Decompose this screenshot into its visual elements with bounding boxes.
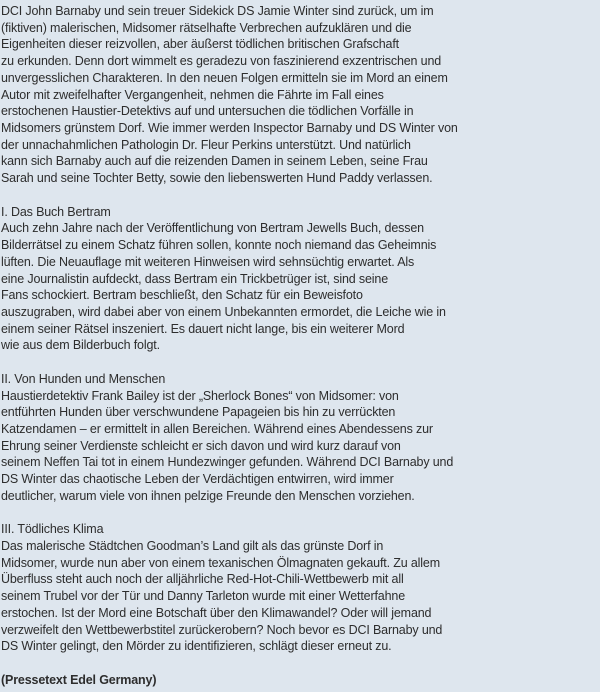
text-line: zu erkunden. Denn dort wimmelt es geradezu von faszinierend exzentrischen und (1, 54, 442, 69)
text-line: auszugraben, wird dabei aber von einem Unbekannten ermordet, die Leiche wie in (1, 304, 446, 319)
text-line: Auch zehn Jahre nach der Veröffentlichung von Bertram Jewells Buch, dessen (1, 221, 424, 236)
intro-paragraph (1, 3, 600, 187)
text-line: DS Winter gelingt, den Mörder zu identifizieren, schlägt dieser erneut zu. (1, 639, 392, 654)
section-2-von-hunden-und-menschen (1, 371, 600, 505)
text-line: Midsomer, wurde nun aber von einem texanischen Ölmagnaten gekauft. Zu allem (1, 555, 440, 570)
text-line: Bilderrätsel zu einem Schatz führen sollen, konnte noch niemand das Geheimnis (1, 238, 437, 253)
text-line: kann sich Barnaby auch auf die reizenden Damen in seinem Leben, seine Frau (1, 154, 428, 169)
text-line: eine Journalistin aufdeckt, dass Bertram ein Trickbetrüger ist, sind seine (1, 271, 389, 286)
section-heading: II. Von Hunden und Menschen (1, 371, 166, 386)
text-line: einem seiner Rätsel inszeniert. Es dauert nicht lange, bis ein weiterer Mord (1, 321, 405, 336)
text-line: Midsomers grünstem Dorf. Wie immer werden Inspector Barnaby und DS Winter von (1, 121, 458, 136)
section-heading: I. Das Buch Bertram (1, 204, 111, 219)
text-line: Autor mit zweifelhafter Vergangenheit, nehmen die Fährte im Fall eines (1, 87, 384, 102)
paragraph-gap (1, 505, 600, 522)
text-line: seinem Neffen Tai tot in einem Hundezwinger gefunden. Während DCI Barnaby und (1, 455, 454, 470)
credit-paragraph (1, 672, 600, 689)
text-line: entführten Hunden über verschwundene Papageien bis hin zu verrückten (1, 405, 396, 420)
section-3-toedliches-klima (1, 521, 600, 655)
text-line: Katzendamen – er ermittelt in allen Bereichen. Während eines Abendessens zur (1, 421, 433, 436)
text-line: Haustierdetektiv Frank Bailey ist der „Sherlock Bones“ von Midsomer: von (1, 388, 399, 403)
text-line: Fans schockiert. Bertram beschließt, den Schatz für ein Beweisfoto (1, 288, 363, 303)
text-line: verzweifelt den Wettbewerbstitel zurückerobern? Noch bevor es DCI Barnaby und (1, 622, 443, 637)
text-line: der unnachahmlichen Pathologin Dr. Fleur Perkins unterstützt. Und natürlich (1, 137, 411, 152)
text-line: DCI John Barnaby und sein treuer Sidekick DS Jamie Winter sind zurück, um im (1, 4, 434, 18)
paragraph-gap (1, 655, 600, 672)
press-credit: (Pressetext Edel Germany) (1, 672, 157, 687)
text-line: Überfluss steht auch noch der alljährliche Red-Hot-Chili-Wettbewerb mit all (1, 572, 404, 587)
text-line: seinem Trubel vor der Tür und Danny Tarleton wurde mit einer Wetterfahne (1, 589, 405, 604)
text-line: erstochenen Haustier-Detektivs auf und untersuchen die tödlichen Vorfälle in (1, 104, 414, 119)
text-line: wie aus dem Bilderbuch folgt. (1, 338, 160, 353)
text-line: deutlicher, warum viele von ihnen pelzige Freunde den Menschen vorziehen. (1, 488, 415, 503)
text-line: Das malerische Städtchen Goodman’s Land gilt als das grünste Dorf in (1, 539, 384, 553)
section-heading: III. Tödliches Klima (1, 522, 104, 537)
text-line: (fiktiven) malerischen, Midsomer rätselhafte Verbrechen aufzuklären und die (1, 20, 412, 35)
section-1-das-buch-bertram (1, 204, 600, 354)
paragraph-gap (1, 187, 600, 204)
text-line: Ehrung seiner Verdienste schleicht er sich davon und wird kurz darauf von (1, 438, 401, 453)
text-line: DS Winter das chaotische Leben der Verdächtigen entwirren, wird immer (1, 472, 394, 487)
paragraph-gap (1, 354, 600, 371)
text-line: Sarah und seine Tochter Betty, sowie den liebenswerten Hund Paddy verlassen. (1, 171, 433, 186)
text-line: unvergesslichen Charakteren. In den neuen Folgen ermitteln sie im Mord an einem (1, 70, 448, 85)
text-line: Eigenheiten dieser reizvollen, aber äußerst tödlichen britischen Grafschaft (1, 37, 399, 52)
text-line: lüften. Die Neuauflage mit weiteren Hinweisen wird sehnsüchtig erwartet. Als (1, 254, 415, 269)
text-line: erstochen. Ist der Mord eine Botschaft über den Klimawandel? Oder will jemand (1, 605, 432, 620)
